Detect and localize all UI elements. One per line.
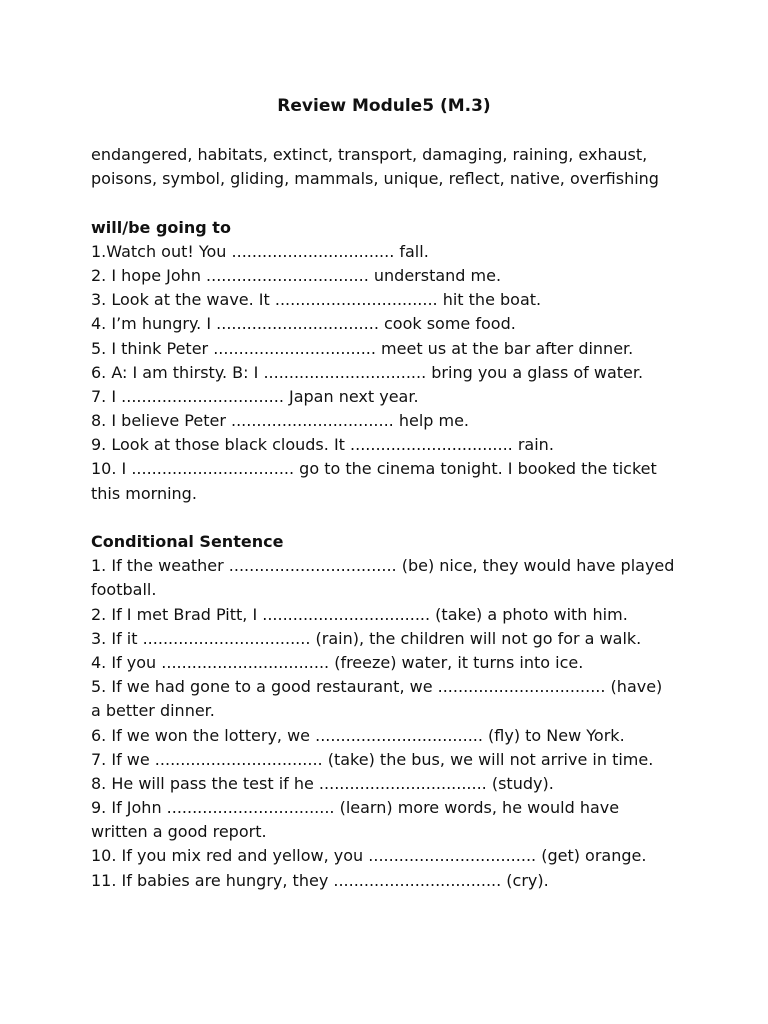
exercise-line: 2. If I met Brad Pitt, I ................................. (take) a photo with him. [91, 604, 628, 624]
exercise-line: 5. If we had gone to a good restaurant, we ................................. (have) [91, 677, 663, 697]
worksheet-content [91, 143, 691, 893]
exercise-line: this morning. [91, 483, 197, 503]
exercise-line: 6. If we won the lottery, we ................................. (fly) to New York. [91, 725, 625, 745]
exercise-line: 1.Watch out! You ................................ fall. [91, 241, 429, 261]
exercise-line: a better dinner. [91, 701, 215, 721]
spacer [91, 506, 691, 530]
page-title: Review Module5 (M.3) [277, 96, 491, 116]
exercise-line: 2. I hope John ................................ understand me. [91, 265, 502, 285]
exercise-line: 9. If John ................................. (learn) more words, he would have [91, 798, 620, 818]
section-will-going-to [91, 216, 691, 506]
exercise-line: 6. A: I am thirsty. B: I ................................ bring you a glass of water. [91, 362, 644, 382]
exercise-line: 5. I think Peter ................................ meet us at the bar after dinner. [91, 338, 634, 358]
vocabulary-line: endangered, habitats, extinct, transport, damaging, raining, exhaust, [91, 145, 648, 164]
section-heading: will/be going to [91, 217, 231, 237]
exercise-line: 9. Look at those black clouds. It ................................ rain. [91, 435, 554, 455]
exercise-line: 7. I ................................ Japan next year. [91, 386, 419, 406]
spacer [91, 191, 691, 215]
exercise-line: 10. If you mix red and yellow, you ................................. (get) orange. [91, 846, 647, 866]
exercise-line: 8. I believe Peter ................................ help me. [91, 411, 470, 431]
exercise-line: 10. I ................................ go to the cinema tonight. I booked the ticket [91, 459, 657, 479]
section-heading: Conditional Sentence [91, 532, 284, 551]
exercise-line: 8. He will pass the test if he ................................. (study). [91, 773, 554, 793]
exercise-line: football. [91, 580, 157, 600]
exercise-line: 7. If we ................................. (take) the bus, we will not arrive in time. [91, 749, 654, 769]
vocabulary-list [91, 143, 691, 191]
exercise-line: 11. If babies are hungry, they ................................. (cry). [91, 870, 549, 890]
exercise-line: 3. Look at the wave. It ................................ hit the boat. [91, 290, 542, 310]
exercise-line: written a good report. [91, 822, 267, 842]
exercise-line: 4. If you ................................. (freeze) water, it turns into ice. [91, 652, 584, 672]
exercise-line: 3. If it ................................. (rain), the children will not go for a walk. [91, 628, 642, 648]
exercise-line: 1. If the weather ................................. (be) nice, they would have played [91, 556, 675, 576]
exercise-line: 4. I’m hungry. I ................................ cook some food. [91, 314, 516, 334]
section-conditional-sentence [91, 530, 691, 893]
vocabulary-line: poisons, symbol, gliding, mammals, unique, reflect, native, overfishing [91, 169, 659, 189]
